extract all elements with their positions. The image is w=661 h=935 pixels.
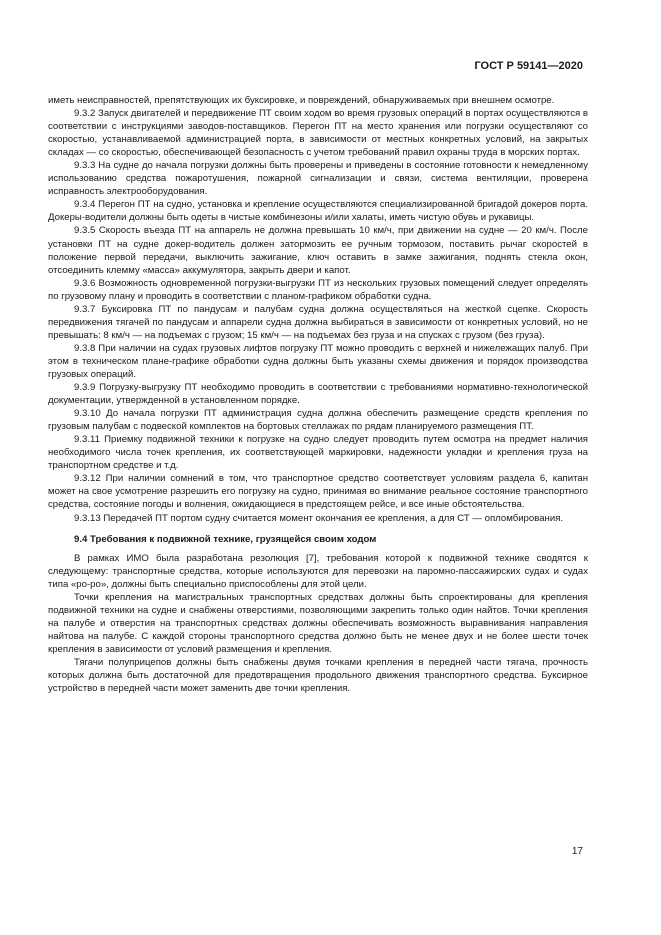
page-body — [48, 94, 588, 695]
paragraph-9-3-6: 9.3.6 Возможность одновременной погрузки-выгрузки ПТ из нескольких грузовых помещений следует определять по грузовому плану и проводить в соответствии с планом-графиком обработки судна. — [48, 277, 588, 302]
paragraph-9-3-13: 9.3.13 Передачей ПТ портом судну считается момент окончания ее крепления, а для СТ — опломбирования. — [74, 512, 564, 524]
paragraph-9-3-7: 9.3.7 Буксировка ПТ по пандусам и палубам судна должна осуществляться на жесткой сцепке. Скорость передвижения тягачей по пандусам и аппарели судна должна выбираться в зависимости от конкретных условий, но не превышать: 8 км/ч — на подъемах с грузом; 15 км/ч — на подъемах без груза и на спусках с грузом (без груза). — [48, 303, 588, 341]
paragraph-9-3-10: 9.3.10 До начала погрузки ПТ администрация судна должна обеспечить размещение средств крепления по грузовым палубам с подвеской комплектов на бортовых стеллажах по рядам планируемого размещения ПТ. — [48, 408, 588, 433]
paragraph-9-3-12: 9.3.12 При наличии сомнений в том, что транспортное средство соответствует условиям раздела 6, капитан может на свое усмотрение разрешить его погрузку на судно, принимая во внимание реальное состояние транспортного средства, состояние погоды и волнения, ожидающиеся в предстоящем рейсе, и все иные обстоятельства. — [48, 473, 588, 511]
section-paragraph-tractors: Тягачи полуприцепов должны быть снабжены двумя точками крепления в передней части тягача, прочность которых должна быть достаточной для предотвращения продольного движения транспортного средства. Буксирное устройство в передней части может заменить две точки крепления. — [48, 656, 588, 695]
paragraph-9-3-5: 9.3.5 Скорость въезда ПТ на аппарель не должна превышать 10 км/ч, при движении на судне — 20 км/ч. После установки ПТ на судне докер-водитель должен затормозить ее ручным тормозом, поставить рычаг скоростей в положение первой передачи, выключить зажигание, ключ оставить в замке зажигания, поднять стекла окон, отсоединить клемму «масса» аккумулятора, закрыть двери и капот. — [48, 225, 588, 276]
section-paragraph-attachment-points: Точки крепления на магистральных транспортных средствах должны быть спроектированы для крепления подвижной техники на судне и снабжены отверстиями, позволяющими закрепить только один найтов. Точки крепления на палубе и отверстия на транспортных средствах должны обеспечивать возможность выравнивания направления найтова на палубе. С каждой стороны транспортного средства должно быть не менее двух и не более шести точек крепления в зависимости от условий размещения и крепления. — [48, 591, 588, 655]
page-number: 17 — [571, 846, 583, 857]
section-paragraph-imo: В рамках ИМО была разработана резолюция [7], требования которой к подвижной технике сводятся к следующему: транспортные средства, которые используются для перевозки на паромно-пассажирских судах и судах типа «ро-ро», должны быть специально приспособлены для этой цели. — [48, 552, 588, 590]
paragraph-continued: иметь неисправностей, препятствующих их буксировке, и повреждений, обнаруживаемых при внешнем осмотре. — [48, 95, 555, 106]
paragraph-9-3-9: 9.3.9 Погрузку-выгрузку ПТ необходимо проводить в соответствии с требованиями нормативно-технологической документации, утвержденной в установленном порядке. — [48, 382, 588, 407]
paragraph-9-3-11: 9.3.11 Приемку подвижной техники к погрузке на судно следует проводить путем осмотра на предмет наличия необходимого числа точек крепления, их соответствующей маркировки, надежности укладки и крепления груза на транспортном средстве и т.д. — [48, 434, 588, 472]
paragraph-9-3-8: 9.3.8 При наличии на судах грузовых лифтов погрузку ПТ можно проводить с верхней и нижележащих палуб. При этом в техническом плане-графике обработки судна должны быть указаны схемы движения и порядок производства грузовых операций. — [48, 342, 588, 380]
paragraph-9-3-2: 9.3.2 Запуск двигателей и передвижение ПТ своим ходом во время грузовых операций в портах осуществляются в соответствии с инструкциями заводов-поставщиков. Перегон ПТ на место хранения или погрузки осуществляют со скоростью, устанавливаемой администрацией порта, в зависимости от местных конкретных условий, на закрытых складах — со скоростью, обеспечивающей безопасность с учетом требований правил охраны труда в морских портах. — [48, 108, 588, 159]
section-heading-9-4: 9.4 Требования к подвижной технике, грузящейся своим ходом — [74, 533, 377, 545]
paragraph-9-3-4: 9.3.4 Перегон ПТ на судно, установка и крепление осуществляются специализированной бригадой докеров порта. Докеры-водители должны быть одеты в чистые комбинезоны и/или халаты, иметь чистую обувь и рукавицы. — [48, 199, 588, 224]
paragraph-9-3-3: 9.3.3 На судне до начала погрузки должны быть проверены и приведены в состояние готовности к немедленному использованию средства пожаротушения, пожарной сигнализации и связи, система вентиляции, проверена исправность электрооборудования. — [48, 160, 588, 198]
document-header: ГОСТ Р 59141—2020 — [474, 60, 583, 72]
